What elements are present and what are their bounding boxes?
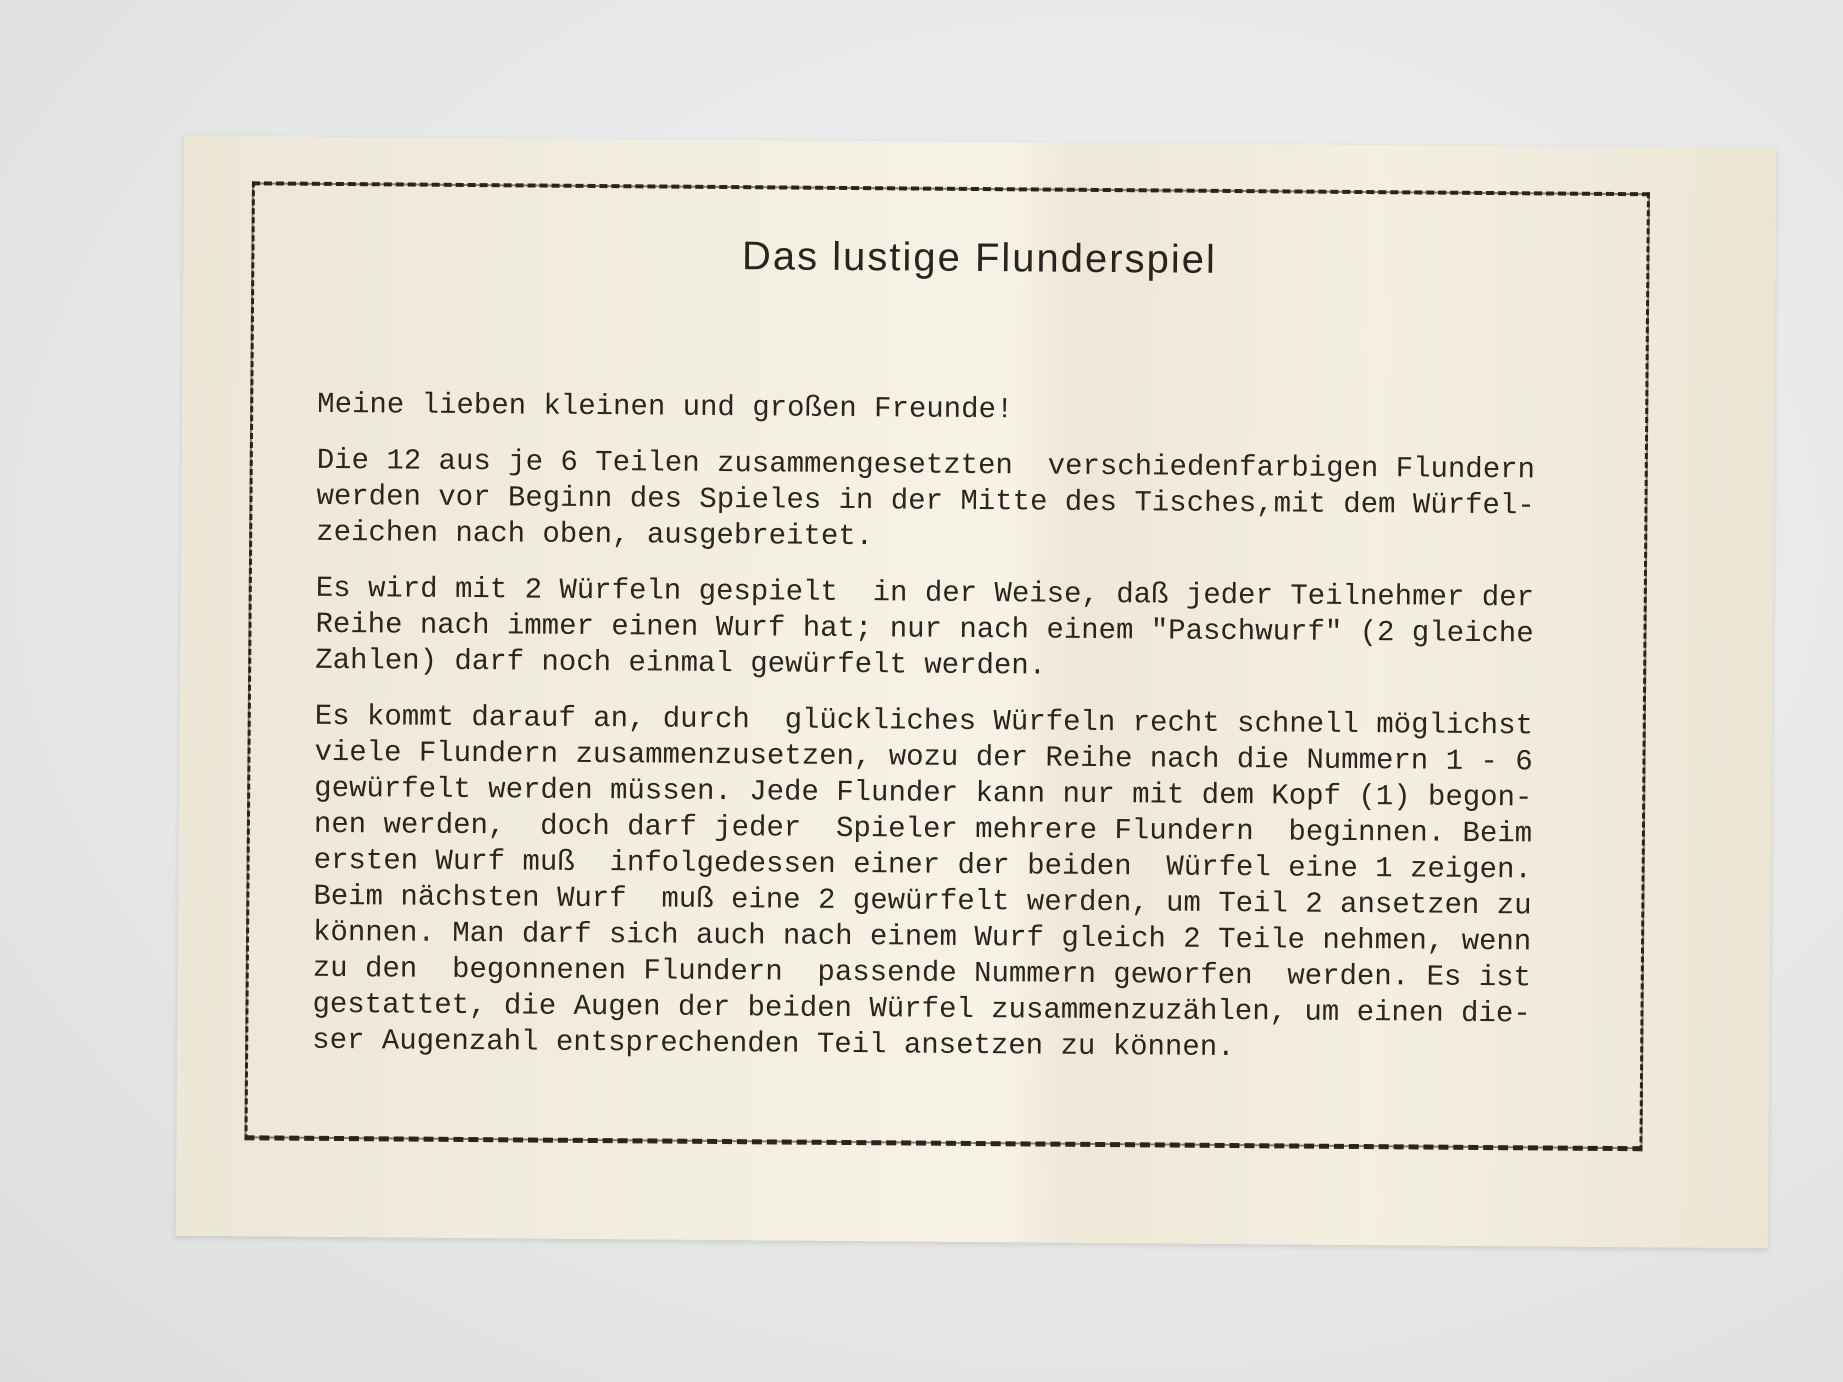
- instruction-sheet: [176, 136, 1777, 1248]
- text-line: Reihe nach immer einen Wurf hat; nur nach einem "Paschwurf" (2 gleiche: [315, 607, 1534, 651]
- text-line: Es kommt darauf an, durch glückliches Würfeln recht schnell möglichst: [314, 699, 1534, 743]
- text-line: zeichen nach oben, ausgebreitet.: [316, 515, 874, 554]
- text-line: Beim nächsten Wurf muß eine 2 gewürfelt werden, um Teil 2 ansetzen zu: [313, 879, 1532, 923]
- text-line: Es wird mit 2 Würfeln gespielt in der Weise, daß jeder Teilnehmer der: [315, 571, 1535, 615]
- text-line: ersten Wurf muß infolgedessen einer der beiden Würfel eine 1 zeigen.: [313, 843, 1532, 887]
- text-line: werden vor Beginn des Spieles in der Mitte des Tisches,mit dem Würfel-: [316, 479, 1535, 523]
- text-line: gewürfelt werden müssen. Jede Flunder kann nur mit dem Kopf (1) begon-: [314, 771, 1533, 815]
- text-line: Zahlen) darf noch einmal gewürfelt werden.: [315, 643, 1047, 683]
- text-line: Meine lieben kleinen und großen Freunde!: [317, 387, 1014, 427]
- text-line: zu den begonnenen Flundern passende Nummern geworfen werden. Es ist: [312, 951, 1532, 995]
- document-title: Das lustige Flunderspiel: [741, 234, 1218, 282]
- text-line: Die 12 aus je 6 Teilen zusammengesetzten verschiedenfarbigen Flundern: [316, 443, 1536, 487]
- text-line: gestattet, die Augen der beiden Würfel zusammenzuzählen, um einen die-: [312, 987, 1531, 1031]
- paragraph: [316, 443, 1535, 561]
- document-body: [312, 387, 1536, 1089]
- text-line: können. Man darf sich auch nach einem Wurf gleich 2 Teile nehmen, wenn: [312, 915, 1532, 959]
- paragraph: [312, 699, 1533, 1069]
- text-line: viele Flundern zusammenzusetzen, wozu der Reihe nach die Nummern 1 - 6: [314, 735, 1533, 779]
- text-line: ser Augenzahl entsprechenden Teil ansetzen zu können.: [312, 1023, 1235, 1065]
- text-line: nen werden, doch darf jeder Spieler mehrere Flundern beginnen. Beim: [313, 807, 1533, 851]
- paragraph: [315, 571, 1534, 689]
